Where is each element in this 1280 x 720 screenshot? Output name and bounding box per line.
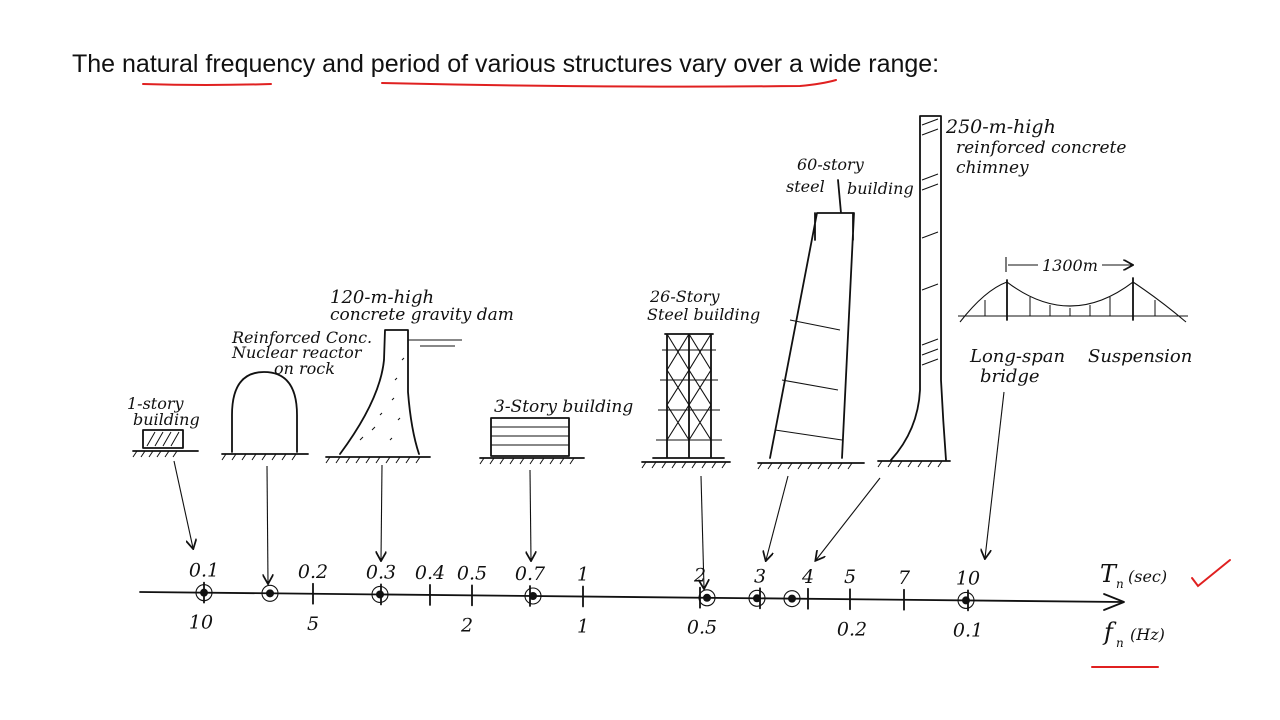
frequency-subscript: n <box>1116 636 1124 650</box>
frequency-tick-label: 0.5 <box>686 616 718 639</box>
twentysix-story-building <box>642 287 760 588</box>
frequency-symbol: f <box>1104 618 1113 646</box>
sixty-story-building <box>758 155 914 560</box>
chimney-shaft <box>891 116 946 460</box>
period-symbol: T <box>1100 560 1117 588</box>
sixty-label-1: 60-story <box>797 155 864 174</box>
frequency-tick-label: 10 <box>188 611 214 634</box>
dam-label-1: 120-m-high <box>330 287 435 308</box>
frequency-tick-label: 0.2 <box>836 618 868 641</box>
bridge-cables <box>958 282 1188 322</box>
reactor-dome <box>232 372 297 452</box>
structure-marker-dot <box>753 594 761 602</box>
one-story-building <box>127 394 200 548</box>
frequency-tick-label: 1 <box>576 615 590 638</box>
period-tick-label: 3 <box>753 565 767 588</box>
period-tick-label: 0.1 <box>188 559 220 582</box>
dam-label-2: concrete gravity dam <box>330 305 514 325</box>
red-checkmark <box>1192 560 1230 586</box>
period-tick-label: 1 <box>576 563 590 586</box>
reactor-label-1: Reinforced Conc. <box>232 328 373 347</box>
chimney-label-2: reinforced concrete <box>956 138 1127 158</box>
chimney-label-1: 250-m-high <box>946 116 1056 138</box>
heading-underlines <box>143 80 836 87</box>
chimney-texture <box>922 119 938 365</box>
structure-marker-dot <box>962 596 970 604</box>
three-story-label: 3-Story building <box>494 397 634 417</box>
chimney-arrow <box>816 478 880 560</box>
frequency-tick-label: 0.1 <box>952 619 984 642</box>
bridge-label-1: Long-span <box>970 346 1066 367</box>
reactor-label-2: Nuclear reactor <box>232 343 362 362</box>
slide-heading: The natural frequency and period of various structures vary over a wide range: <box>72 50 940 78</box>
axis-line <box>140 592 1122 602</box>
period-tick-label: 0.7 <box>514 562 546 585</box>
three-story-floors <box>491 427 569 445</box>
period-unit: (sec) <box>1128 567 1168 586</box>
period-tick-label: 5 <box>843 566 857 589</box>
structure-marker-dot <box>703 594 711 602</box>
structure-marker-dot <box>788 595 796 603</box>
period-axis-label <box>1100 560 1167 591</box>
three-story-building <box>480 397 633 560</box>
period-tick-label: 2 <box>693 564 707 587</box>
bridge-label-1b: Suspension <box>1088 346 1193 367</box>
twentysix-label-1: 26-Story <box>650 287 720 306</box>
reactor-label-3: on rock <box>274 359 335 378</box>
underline-period <box>382 80 836 87</box>
structure-marker-dot <box>376 590 384 598</box>
dam-arrow <box>381 465 382 560</box>
sixty-floors <box>775 320 842 440</box>
sixty-label-2b: building <box>847 179 914 198</box>
suspension-bridge <box>958 256 1192 558</box>
frequency-tick-label: 5 <box>306 612 320 635</box>
chimney-label-3: chimney <box>956 158 1029 178</box>
span-label: 1300m <box>1042 256 1098 275</box>
frequency-axis-label <box>1102 618 1165 650</box>
bridge-label-2: bridge <box>980 366 1040 387</box>
three-story-block <box>491 418 569 456</box>
structure-marker-dot <box>529 592 537 600</box>
period-tick-label: 0.4 <box>414 561 446 584</box>
underline-natural-frequency <box>143 84 271 85</box>
period-frequency-axis <box>140 560 1124 642</box>
reactor-arrow <box>267 466 268 583</box>
period-tick-label: 0.3 <box>365 561 397 584</box>
sixty-arrow <box>766 476 788 560</box>
sixty-label-2a: steel <box>786 177 825 196</box>
one-story-hatch <box>147 432 179 446</box>
twentysix-label-2: Steel building <box>647 305 761 324</box>
frequency-tick-label: 2 <box>460 614 474 637</box>
period-tick-label: 10 <box>955 567 981 590</box>
one-story-arrow <box>174 461 193 548</box>
one-story-label-2: building <box>133 410 200 429</box>
dam-reservoir <box>408 340 462 346</box>
period-tick-label: 0.2 <box>297 560 329 583</box>
frequency-unit: (Hz) <box>1130 625 1165 644</box>
bridge-arrow <box>985 392 1004 558</box>
structure-marker-dot <box>200 589 208 597</box>
sixty-tower <box>770 180 854 458</box>
period-tick-label: 4 <box>801 565 815 588</box>
three-story-arrow <box>530 470 531 560</box>
structure-marker-dot <box>266 589 274 597</box>
one-story-label-1: 1-story <box>127 394 184 413</box>
period-tick-label: 7 <box>897 566 911 589</box>
axis-ticks <box>189 560 983 642</box>
nuclear-reactor <box>222 328 372 583</box>
period-subscript: n <box>1116 577 1124 591</box>
period-tick-label: 0.5 <box>456 562 488 585</box>
